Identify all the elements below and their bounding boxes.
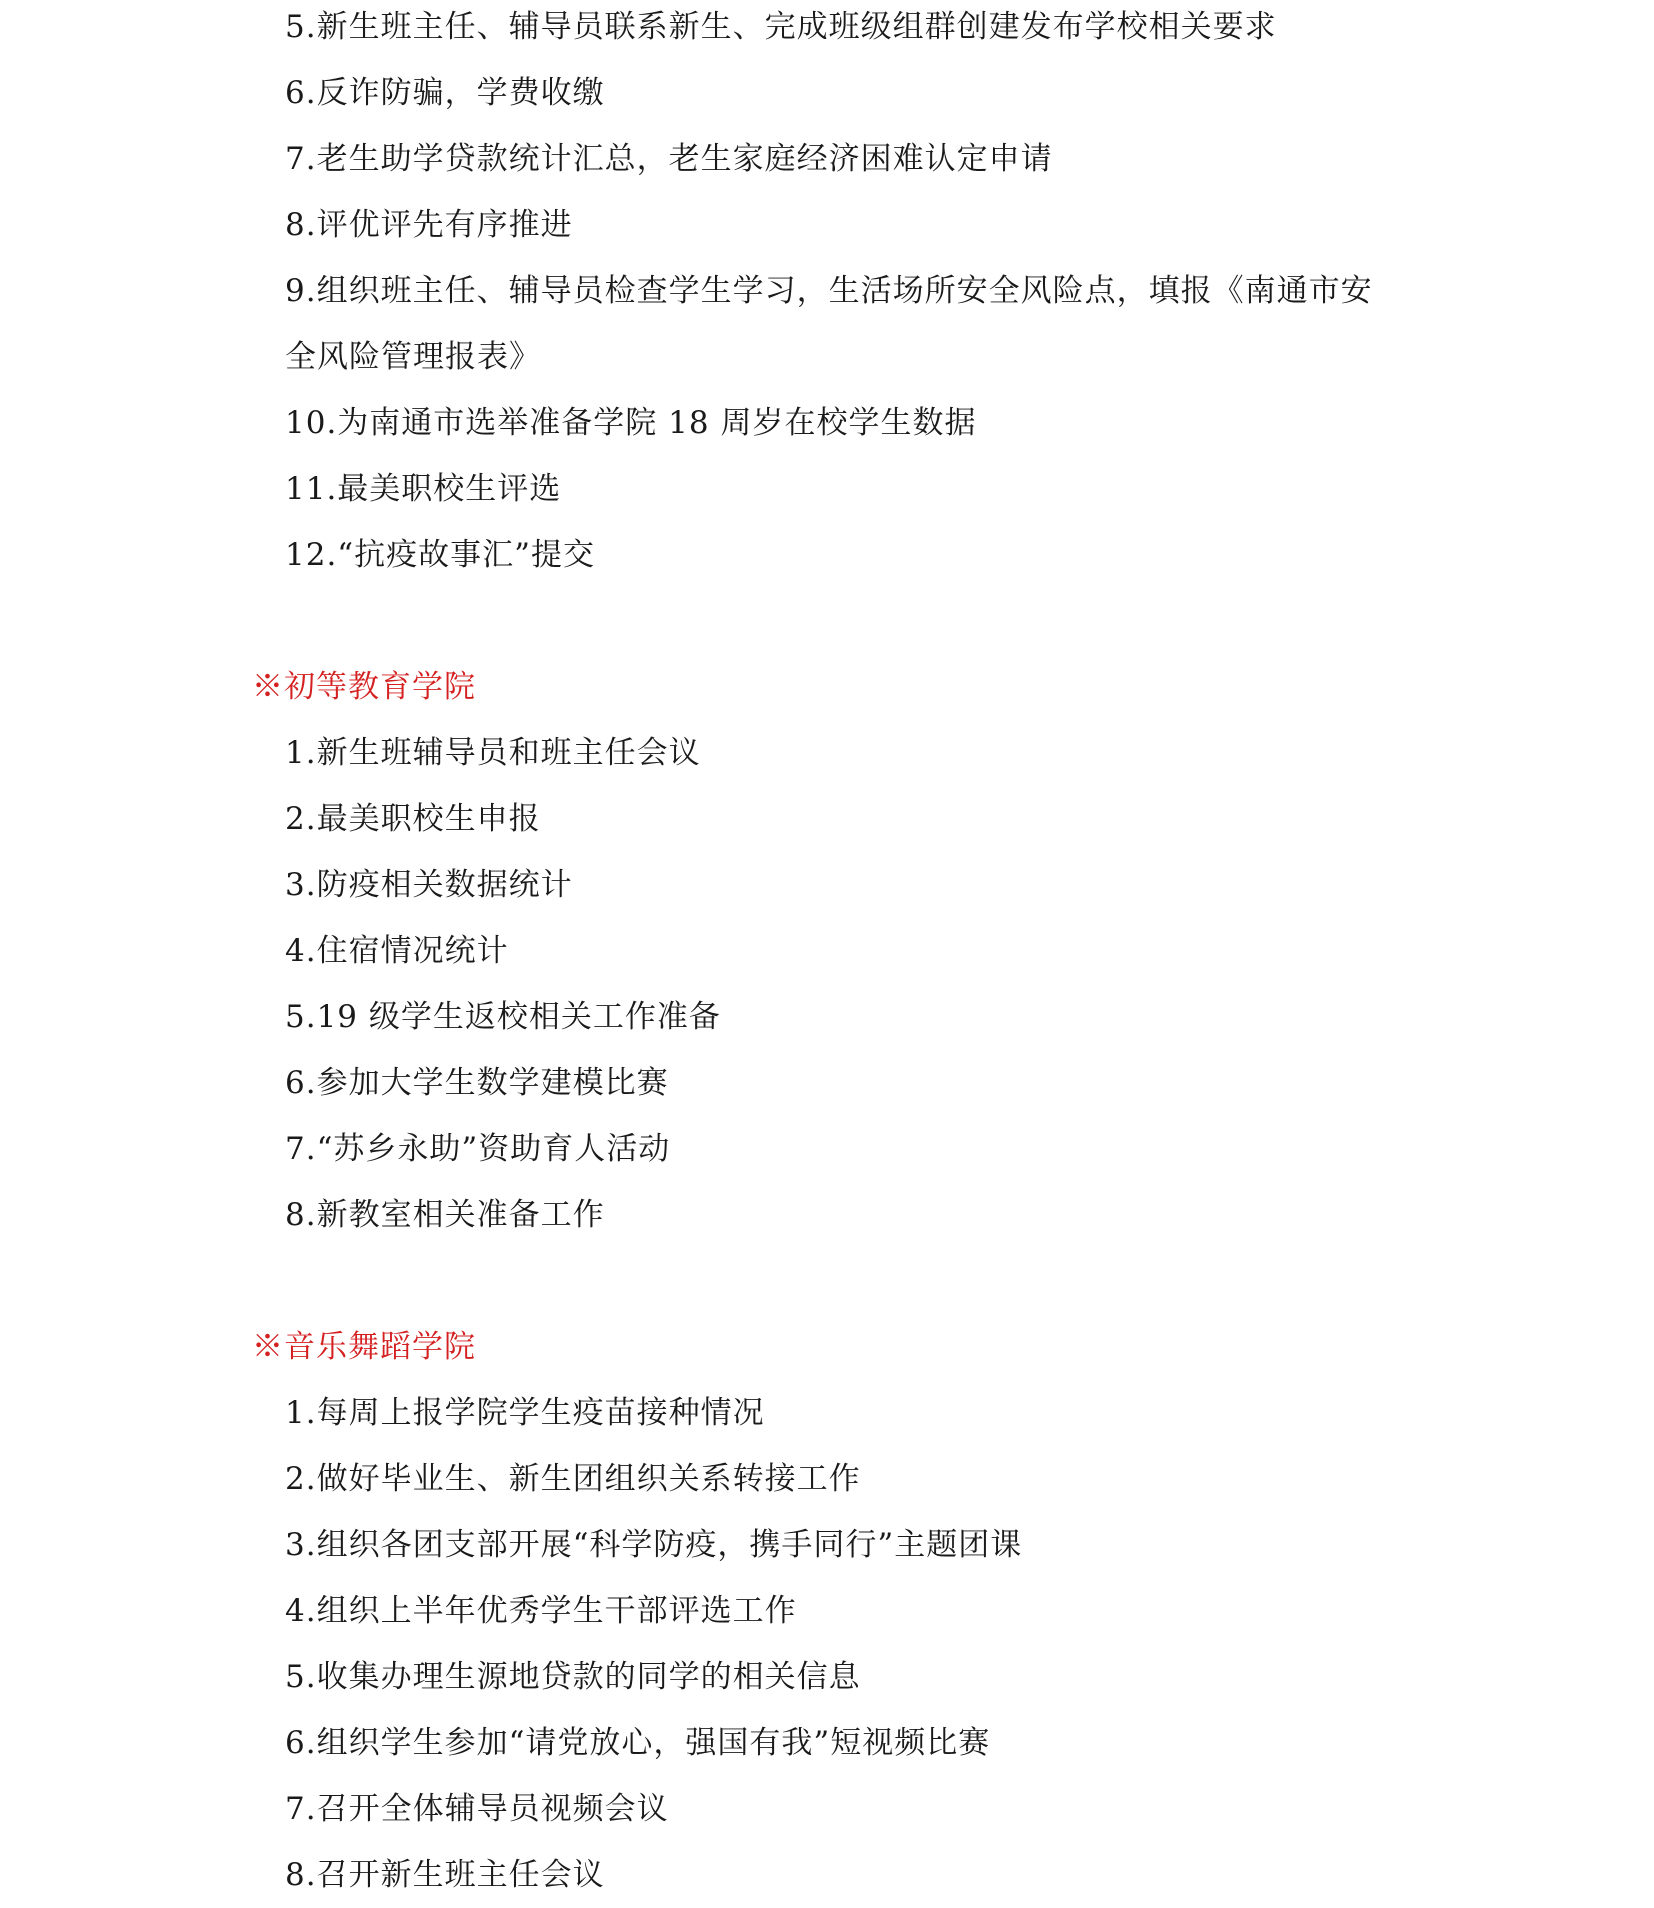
section-heading: ※初等教育学院 [252,669,476,705]
list-item: 1.每周上报学院学生疫苗接种情况 [285,1395,765,1431]
list-item: 10.为南通市选举准备学院 18 周岁在校学生数据 [285,405,977,441]
list-item: 2.做好毕业生、新生团组织关系转接工作 [285,1461,861,1497]
list-item: 5.新生班主任、辅导员联系新生、完成班级组群创建发布学校相关要求 [285,9,1277,45]
list-item: 5.19 级学生返校相关工作准备 [285,999,721,1035]
list-item: 12.“抗疫故事汇”提交 [285,537,595,573]
list-item: 1.新生班辅导员和班主任会议 [285,735,701,771]
list-item-continuation: 全风险管理报表》 [285,339,541,375]
list-item: 6.参加大学生数学建模比赛 [285,1065,669,1101]
list-item: 7.老生助学贷款统计汇总，老生家庭经济困难认定申请 [285,141,1053,177]
list-item: 4.组织上半年优秀学生干部评选工作 [285,1593,797,1629]
list-item: 6.反诈防骗，学费收缴 [285,75,605,111]
music-dance-section [0,1314,1654,1908]
list-item: 8.召开新生班主任会议 [285,1857,605,1893]
list-item: 7.召开全体辅导员视频会议 [285,1791,669,1827]
list-item: 9.组织班主任、辅导员检查学生学习，生活场所安全风险点，填报《南通市安 [285,273,1373,309]
list-item: 8.评优评先有序推进 [285,207,573,243]
list-item: 3.防疫相关数据统计 [285,867,573,903]
continued-list [0,0,1654,588]
primary-education-section [0,654,1654,1248]
list-item: 3.组织各团支部开展“科学防疫，携手同行”主题团课 [285,1527,1023,1563]
list-item: 11.最美职校生评选 [285,471,562,507]
section-heading: ※音乐舞蹈学院 [252,1329,476,1365]
list-item: 2.最美职校生申报 [285,801,541,837]
list-item: 4.住宿情况统计 [285,933,509,969]
list-item: 5.收集办理生源地贷款的同学的相关信息 [285,1659,861,1695]
list-item: 8.新教室相关准备工作 [285,1197,605,1233]
list-item: 7.“苏乡永助”资助育人活动 [285,1131,671,1167]
list-item: 6.组织学生参加“请党放心，强国有我”短视频比赛 [285,1725,991,1761]
